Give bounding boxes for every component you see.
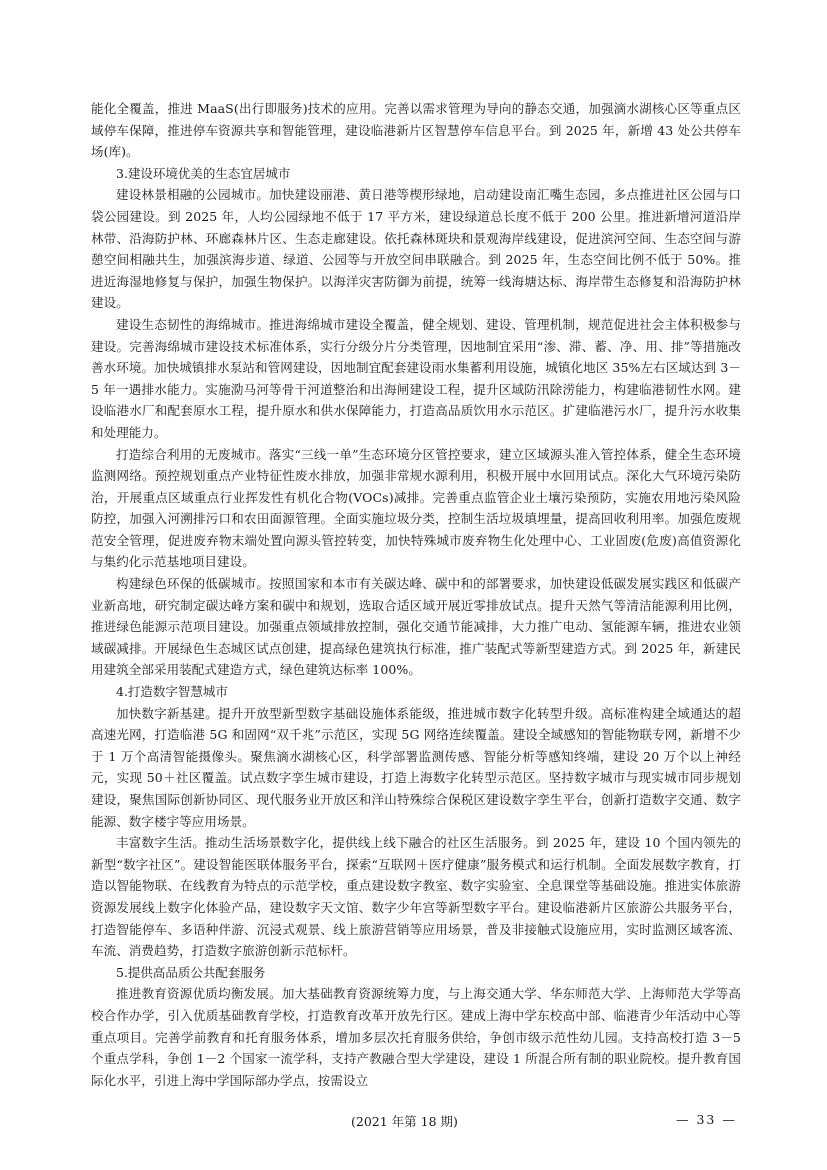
paragraph-digital-life: 丰富数字生活。推动生活场景数字化，提供线上线下融合的社区生活服务。到 2025 年，建设 10 个国内领先的新型“数字社区”。建设智能医联体服务平台，探索“互联网＋医疗健康”服务模式和运行机制。全面发展数字教育，打造以智能物联、在线教育为特点的示范学校，重点建设数字教室、数字实验室、全息课堂等基础设施。推进实体旅游资源发展线上数字化体验产品，建设数字天文馆、数字少年宫等新型数字平台。建设临港新片区旅游公共服务平台，打造智能停车、多语种伴游、沉浸式观景、线上旅游营销等应用场景，普及非接触式设施应用，实时监测区域客流、车流、消费趋势，打造数字旅游创新示范标杆。 xyxy=(91,835,741,959)
section-heading-3: 3.建设环境优美的生态宜居城市 xyxy=(116,165,291,181)
section-heading-4: 4.打造数字智慧城市 xyxy=(116,684,228,700)
page-number: — 33 — xyxy=(676,1112,737,1127)
paragraph-digital-infrastructure: 加快数字新基建。提升开放型新型数字基础设施体系能级，推进城市数字化转型升级。高标准构建全域通达的超高速光网，打造临港 5G 和固网“双千兆”示范区，实现 5G 网络连续覆盖。建设全域感知的智能物联专网，新增不少于 1 万个高清智能摄像头。聚焦滴水湖核心区，科学部署监测传感、智能分析等感知终端，建设 20 万个以上神经元，实现 50＋社区覆盖。试点数字孪生城市建设，打造上海数字化转型示范区。坚持数字城市与现实城市同步规划建设，聚焦国际创新协同区、现代服务业开放区和洋山特殊综合保税区建设数字孪生平台，创新打造数字交通、数字能源、数字楼宇等应用场景。 xyxy=(91,705,741,829)
paragraph-park-city: 建设林景相融的公园城市。加快建设丽港、黄日港等楔形绿地，启动建设南汇嘴生态园，多点推进社区公园与口袋公园建设。到 2025 年，人均公园绿地不低于 17 平方米，建设绿道总长度不低于 200 公里。推进新增河道沿岸林带、沿海防护林、环廊森林片区、生态走廊建设。依托森林斑块和景观海岸线建设，促进滨河空间、生态空间与游憩空间相融共生，加强滨海步道、绿道、公园等与开放空间串联融合。到 2025 年，生态空间比例不低于 50%。推进近海湿地修复与保护，加强生物保护。以海洋灾害防御为前提，统筹一线海塘达标、海岸带生态修复和沿海防护林建设。 xyxy=(91,187,741,311)
paragraph-low-carbon-city: 构建绿色环保的低碳城市。按照国家和本市有关碳达峰、碳中和的部署要求，加快建设低碳发展实践区和低碳产业新高地，研究制定碳达峰方案和碳中和规划，选取合适区域开展近零排放试点。提升天然气等清洁能源利用比例，推进绿色能源示范项目建设。加强重点领域排放控制，强化交通节能减排，大力推广电动、氢能源车辆，推进农业领域碳减排。开展绿色生态城区试点创建，提高绿色建筑执行标准，推广装配式等新型建造方式。到 2025 年，新建民用建筑全部采用装配式建造方式，绿色建筑达标率 100%。 xyxy=(91,576,741,678)
document-body xyxy=(91,98,741,1091)
page-footer xyxy=(0,1112,827,1132)
section-heading-5: 5.提供高品质公共配套服务 xyxy=(116,964,266,980)
paragraph-sponge-city: 建设生态韧性的海绵城市。推进海绵城市建设全覆盖，健全规划、建设、管理机制，规范促进社会主体积极参与建设。完善海绵城市建设技术标准体系，实行分级分片分类管理，因地制宜采用“渗、滞、蓄、净、用、排”等措施改善水环境。加快城镇排水泵站和管网建设，因地制宜配套建设雨水集蓄利用设施，城镇化地区 35%左右区域达到 3－5 年一遇排水能力。实施泐马河等骨干河道整治和出海闸建设工程，提升区域防汛除涝能力，构建临港韧性水网。建设临港水厂和配套原水工程，提升原水和供水保障能力，打造高品质饮用水示范区。扩建临港污水厂，提升污水收集和处理能力。 xyxy=(91,316,741,440)
issue-label: (2021 年第 18 期) xyxy=(351,1114,458,1129)
paragraph-parking: 能化全覆盖，推进 MaaS(出行即服务)技术的应用。完善以需求管理为导向的静态交通，加强滴水湖核心区等重点区域停车保障，推进停车资源共享和智能管理，建设临港新片区智慧停车信息平台。到 2025 年，新增 43 处公共停车场(库)。 xyxy=(91,101,741,160)
paragraph-zero-waste-city: 打造综合利用的无废城市。落实“三线一单”生态环境分区管控要求，建立区域源头准入管控体系，健全生态环境监测网络。预控规划重点产业特征性废水排放，加强非常规水源利用，积极开展中水回用试点。深化大气环境污染防治，开展重点区域重点行业挥发性有机化合物(VOCs)减排。完善重点监管企业土壤污染预防，实施农用地污染风险防控，加强入河溯排污口和农田面源管理。全面实施垃圾分类，控制生活垃圾填埋量，提高回收利用率。加强危废规范安全管理，促进废弃物末端处置向源头管控转变，加快特殊城市废弃物生化处理中心、工业固废(危废)高值资源化与集约化示范基地项目建设。 xyxy=(91,446,741,570)
paragraph-education: 推进教育资源优质均衡发展。加大基础教育资源统筹力度，与上海交通大学、华东师范大学、上海师范大学等高校合作办学，引入优质基础教育学校，打造教育改革开放先行区。建成上海中学东校高中部、临港青少年活动中心等重点项目。完善学前教育和托育服务体系，增加多层次托育服务供给，争创市级示范性幼儿园。支持高校打造 3－5 个重点学科，争创 1－2 个国家一流学科，支持产教融合型大学建设，建设 1 所混合所有制的职业院校。提升教育国际化水平，引进上海中学国际部办学点，按需设立 xyxy=(91,986,741,1088)
